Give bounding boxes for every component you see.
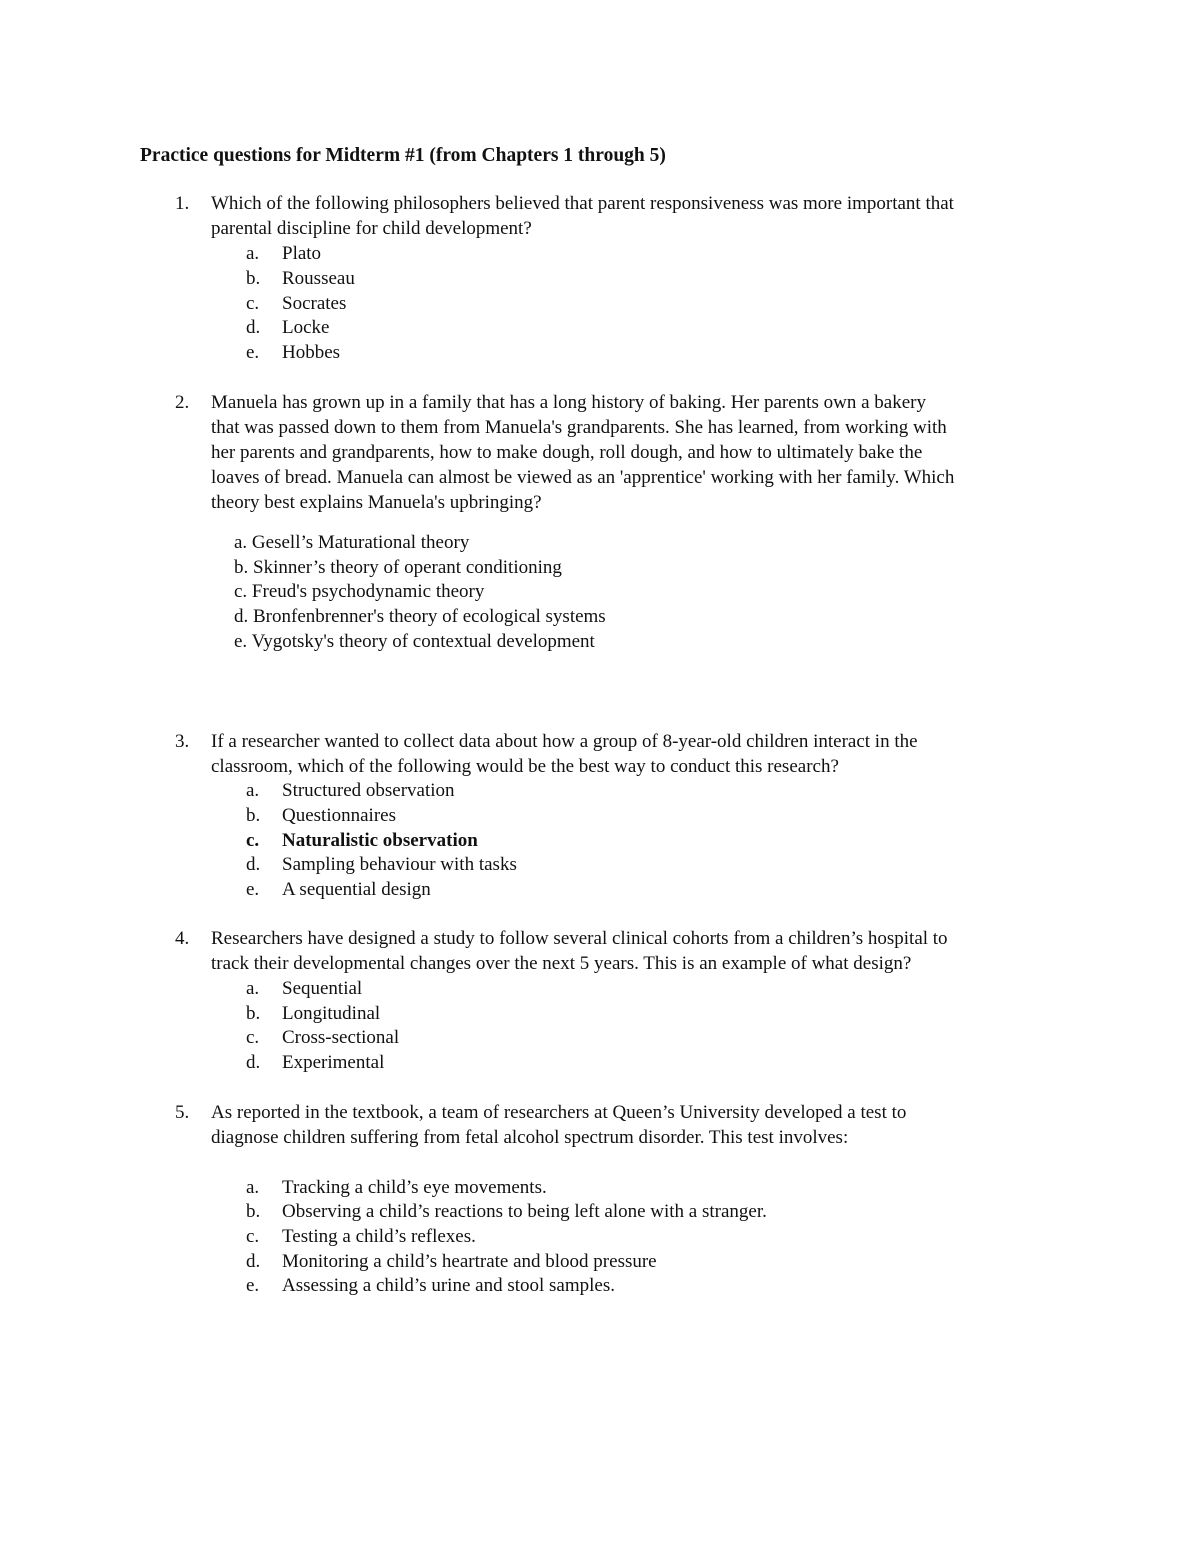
- option-text: Questionnaires: [282, 805, 396, 826]
- option-text: Rousseau: [282, 268, 355, 289]
- option-letter: a.: [246, 243, 260, 264]
- question-text-line: If a researcher wanted to collect data about how a group of 8-year-old children interact in the: [211, 731, 918, 752]
- option-text: Monitoring a child’s heartrate and blood pressure: [282, 1251, 657, 1272]
- option-text: e. Vygotsky's theory of contextual development: [234, 631, 595, 652]
- option-letter: c.: [246, 1027, 260, 1048]
- option-text: d. Bronfenbrenner's theory of ecological systems: [234, 606, 606, 627]
- option-text: Longitudinal: [282, 1003, 381, 1024]
- question-text-line: classroom, which of the following would be the best way to conduct this research?: [211, 756, 839, 777]
- question-text-line: Researchers have designed a study to follow several clinical cohorts from a children’s hospital to: [211, 928, 948, 949]
- option-text: Experimental: [282, 1052, 385, 1073]
- option-text: Observing a child’s reactions to being left alone with a stranger.: [282, 1201, 767, 1222]
- option-text: Plato: [282, 243, 322, 264]
- question-text-line: track their developmental changes over the next 5 years. This is an example of what design?: [211, 953, 912, 974]
- question-text-line: parental discipline for child development?: [211, 218, 532, 239]
- question-number: 1.: [175, 193, 190, 214]
- question-text-line: that was passed down to them from Manuela's grandparents. She has learned, from working with: [211, 417, 947, 438]
- option-text: Socrates: [282, 293, 347, 314]
- option-text: c. Freud's psychodynamic theory: [234, 581, 485, 602]
- option-text: Assessing a child’s urine and stool samples.: [282, 1275, 615, 1296]
- option-letter: c.: [246, 293, 260, 314]
- question-text-line: As reported in the textbook, a team of researchers at Queen’s University developed a test to: [211, 1102, 907, 1123]
- option-letter: b.: [246, 805, 261, 826]
- question-text-line: Which of the following philosophers believed that parent responsiveness was more important that: [211, 193, 954, 214]
- option-letter: d.: [246, 1052, 261, 1073]
- option-text: Locke: [282, 317, 330, 338]
- option-letter: e.: [246, 879, 260, 900]
- question-number: 2.: [175, 392, 190, 413]
- option-letter: a.: [246, 780, 260, 801]
- option-letter: b.: [246, 1201, 261, 1222]
- option-text: a. Gesell’s Maturational theory: [234, 532, 470, 553]
- question-text-line: Manuela has grown up in a family that has a long history of baking. Her parents own a bakery: [211, 392, 926, 413]
- option-text: Testing a child’s reflexes.: [282, 1226, 476, 1247]
- option-text: Cross-sectional: [282, 1027, 400, 1048]
- option-letter: d.: [246, 854, 261, 875]
- option-text: Sequential: [282, 978, 363, 999]
- question-number: 3.: [175, 731, 190, 752]
- option-letter: e.: [246, 342, 260, 363]
- question-number: 4.: [175, 928, 190, 949]
- option-text: Structured observation: [282, 780, 455, 801]
- option-text: Tracking a child’s eye movements.: [282, 1177, 547, 1198]
- option-letter: b.: [246, 1003, 261, 1024]
- option-text: Sampling behaviour with tasks: [282, 854, 517, 875]
- page-title: Practice questions for Midterm #1 (from Chapters 1 through 5): [140, 145, 666, 166]
- question-text-line: diagnose children suffering from fetal alcohol spectrum disorder. This test involves:: [211, 1127, 849, 1148]
- question-text-line: loaves of bread. Manuela can almost be viewed as an 'apprentice' working with her family. Which: [211, 467, 955, 488]
- option-text: A sequential design: [282, 879, 431, 900]
- option-letter: e.: [246, 1275, 260, 1296]
- question-text-line: theory best explains Manuela's upbringing?: [211, 492, 542, 513]
- option-text: Hobbes: [282, 342, 341, 363]
- option-letter: b.: [246, 268, 261, 289]
- option-letter: a.: [246, 978, 260, 999]
- option-letter: d.: [246, 1251, 261, 1272]
- question-text-line: her parents and grandparents, how to make dough, roll dough, and how to ultimately bake the: [211, 442, 923, 463]
- option-letter: d.: [246, 317, 261, 338]
- option-letter: c.: [246, 1226, 260, 1247]
- option-text: b. Skinner’s theory of operant conditioning: [234, 557, 562, 578]
- option-letter: a.: [246, 1177, 260, 1198]
- option-letter: c.: [246, 830, 260, 851]
- option-text-correct: Naturalistic observation: [282, 830, 478, 851]
- question-number: 5.: [175, 1102, 190, 1123]
